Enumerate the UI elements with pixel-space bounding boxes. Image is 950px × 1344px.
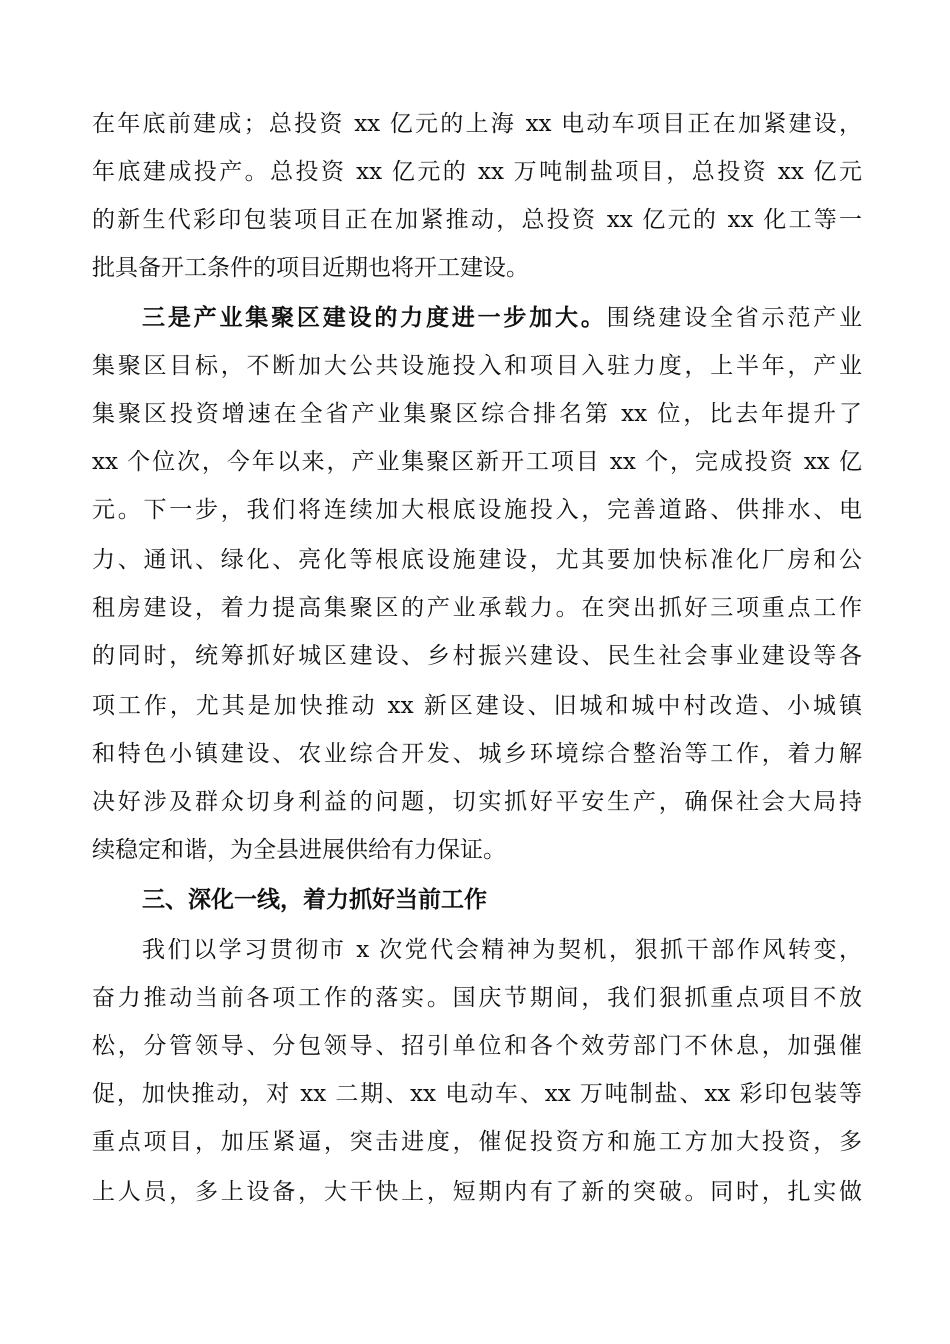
paragraph-line: 力、通讯、绿化、亮化等根底设施建设，尤其要加快标准化厂房和公 [92,547,862,573]
bold-lead-sentence: 三是产业集聚区建设的力度进一步加大。 [142,305,607,331]
paragraph-line: 集聚区投资增速在全省产业集聚区综合排名第 xx 位，比去年提升了 [92,401,862,427]
paragraph-line: 的同时，统筹抓好城区建设、乡村振兴建设、民生社会事业建设等各 [92,643,862,669]
paragraph-line: 元。下一步，我们将连续加大根底设施投入，完善道路、供排水、电 [92,497,862,523]
paragraph-line: 促，加快推动，对 xx 二期、xx 电动车、xx 万吨制盐、xx 彩印包装等 [92,1081,862,1107]
paragraph-line: 年底建成投产。总投资 xx 亿元的 xx 万吨制盐项目，总投资 xx 亿元 [92,159,862,185]
paragraph-line: 续稳定和谐，为全县进展供给有力保证。 [92,837,506,863]
paragraph-line: 项工作，尤其是加快推动 xx 新区建设、旧城和城中村改造、小城镇 [92,693,862,719]
paragraph-line: 在年底前建成；总投资 xx 亿元的上海 xx 电动车项目正在加紧建设， [92,111,862,137]
paragraph-line: xx 个位次，今年以来，产业集聚区新开工项目 xx 个，完成投资 xx 亿 [92,449,862,475]
paragraph-line: 决好涉及群众切身利益的问题，切实抓好平安生产，确保社会大局持 [92,789,862,815]
section-heading: 三、深化一线，着力抓好当前工作 [142,887,487,913]
paragraph-line: 批具备开工条件的项目近期也将开工建设。 [92,255,529,281]
paragraph-line: 集聚区目标，不断加大公共设施投入和项目入驻力度，上半年，产业 [92,353,862,379]
paragraph-line: 和特色小镇建设、农业综合开发、城乡环境综合整治等工作，着力解 [92,741,862,767]
paragraph-line: 奋力推动当前各项工作的落实。国庆节期间，我们狠抓重点项目不放 [92,985,862,1011]
paragraph-line: 的新生代彩印包装项目正在加紧推动，总投资 xx 亿元的 xx 化工等一 [92,207,862,233]
paragraph-line: 我们以学习贯彻市 x 次党代会精神为契机，狠抓干部作风转变， [142,937,862,963]
paragraph-line: 松，分管领导、分包领导、招引单位和各个效劳部门不休息，加强催 [92,1033,862,1059]
paragraph-text: 围绕建设全省示范产业 [606,305,863,331]
paragraph-line: 租房建设，着力提高集聚区的产业承载力。在突出抓好三项重点工作 [92,595,862,621]
paragraph-line: 上人员，多上设备，大干快上，短期内有了新的突破。同时，扎实做 [92,1179,862,1205]
paragraph-line-with-lead [142,298,862,338]
paragraph-line: 重点项目，加压紧逼，突击进度，催促投资方和施工方加大投资，多 [92,1129,862,1155]
